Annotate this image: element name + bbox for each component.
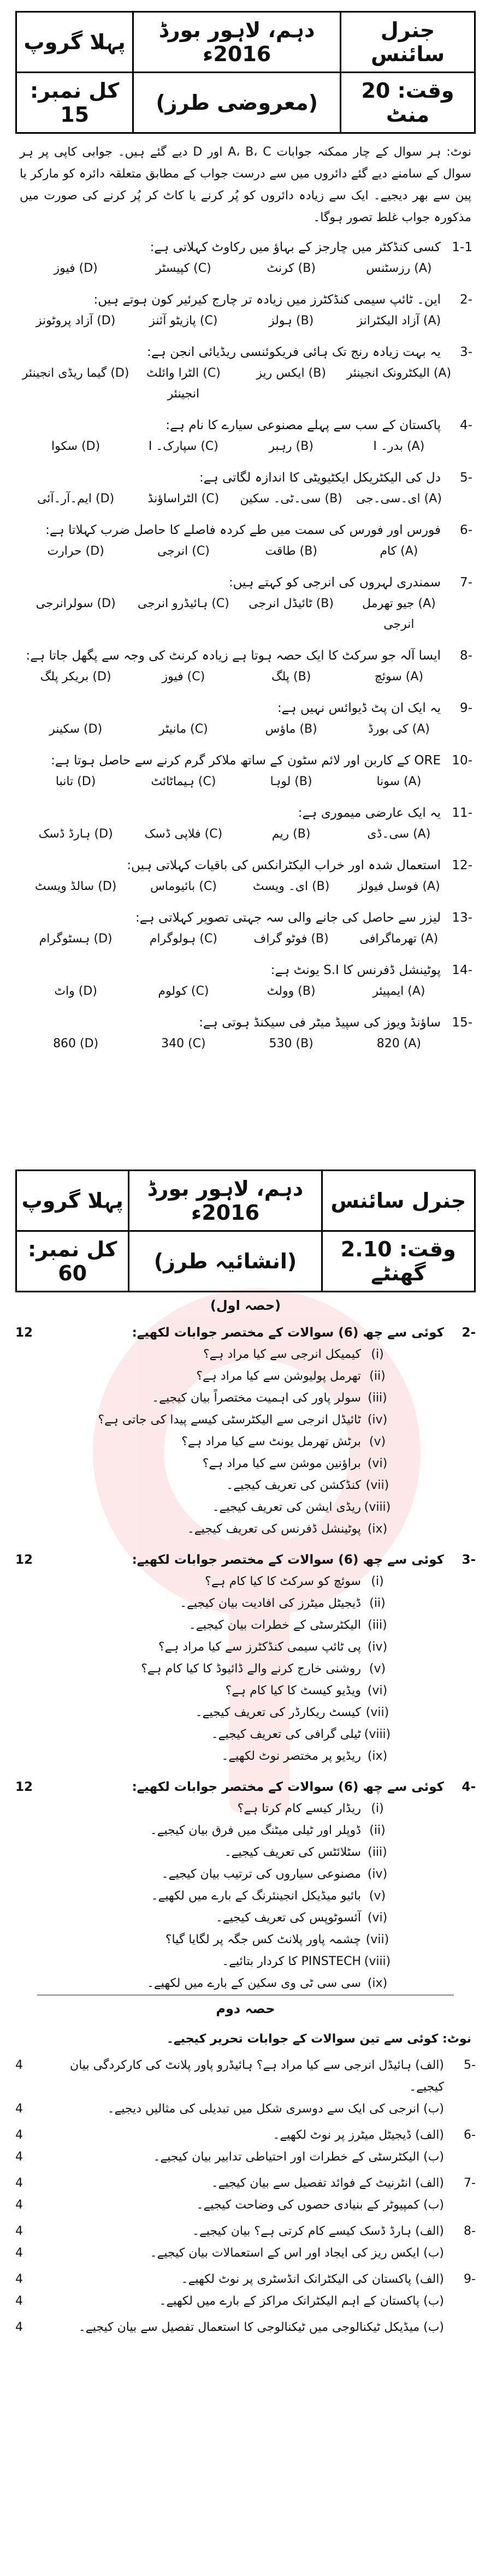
option: (A) کی بورڈ [368,722,430,736]
mcq-question [19,645,472,667]
part-numeral: (ii) [369,1824,386,1837]
option: (A) سوئچ [374,670,424,684]
question-part [15,1702,394,1724]
question-part [15,1518,394,1540]
part-text: کنڈکشن کی تعریف کیجیے۔ [226,1479,361,1492]
option: (C) فیوز [162,670,205,684]
mcq-options [19,436,472,459]
mcq-options [19,929,472,952]
long-question-part [15,2317,444,2338]
part-text: چشمہ پاور پلانٹ کس جگہ پر لگایا گیا؟ [165,1933,361,1946]
part-text: (ب) کمپیوٹر کے بنیادی حصوں کی وضاحت کیجیے۔ [196,2198,444,2212]
subject-title: جنرل سائنس [322,1171,475,1231]
question-part [15,1387,394,1409]
part-numeral: (v) [369,1662,386,1676]
part-text: روشنی خارج کرنے والے ڈائیوڈ کا کیا کام ہے؟ [141,1662,361,1676]
group-label: پہلا گروپ [16,12,133,73]
paper-type: (انشائیہ طرز) [129,1231,322,1292]
question-text: استعمال شدہ اور خراب الیکٹرانکس کی باقیات کہلاتی ہیں: [127,858,441,872]
option: (D) بریکر پلگ [40,670,111,684]
option: (D) ہسٹوگرام [39,932,113,946]
option: (B) سی۔ٹی۔ سکین [240,492,342,506]
short-question-heading [15,1776,476,1798]
part-numeral: (ix) [367,1749,388,1763]
part-text: تھرمل پولیوشن سے کیا مراد ہے؟ [196,1369,361,1383]
question-part [15,1344,394,1366]
long-question-part [15,2242,444,2264]
part-text: ڈوپلر اور ٹیلی میٹنگ میں فرق بیان کیجیے۔ [150,1824,361,1837]
time-label: وقت: 20 منٹ [341,73,475,133]
option: (D) سکوا [51,440,100,453]
question-number [444,2317,476,2338]
mcq-options [19,1034,472,1056]
option: (A) رزسٹنس [366,262,432,275]
option: (D) سکینر [49,722,103,736]
option: (C) ہولوگرام [149,932,217,946]
mcq-options [19,876,472,899]
question-number: -14 [452,963,472,977]
mcq-options [19,363,472,407]
part-two-note: نوٹ: کوئی سے تین سوالات کے جوابات تحریر کیجیے۔ [166,2032,471,2046]
time-label: وقت: 2.10 گھنٹے [322,1231,475,1292]
long-question [15,2124,476,2168]
question-part [15,1863,394,1885]
total-marks: کل نمبر: 60 [16,1231,129,1292]
long-question-part [15,2173,444,2194]
mcq-options [19,311,472,334]
question-part [15,1746,394,1767]
group-label: پہلا گروپ [16,1171,129,1231]
mcq-question [19,854,472,876]
question-number: -4 [460,418,472,432]
option: (D) 860 [53,1037,99,1050]
question-number: -6 [460,523,472,537]
part-text: ٹیلی گرافی کی تعریف کیجیے۔ [211,1728,361,1741]
question-parts [15,1798,394,1995]
option: (B) 530 [269,1037,313,1050]
part-marks: 4 [15,2320,23,2334]
part-text: (الف) ہارڈ ڈسک کیسے کام کرتی ہے؟ بیان کیجیے۔ [192,2224,444,2238]
mcq-options [19,258,472,281]
option: (D) حرارت [47,544,104,558]
part-text: کیسٹ ریکارڈر کی تعریف کیجیے۔ [195,1706,361,1719]
option: (A) سونا [376,775,422,788]
question-part [15,1951,394,1973]
option: (D) سالڈ ویسٹ [34,880,117,893]
option: (C) کپیسٹر [156,262,211,275]
mcq-question [19,467,472,489]
mcq-list [19,236,472,1056]
part-numeral: (v) [369,1435,386,1449]
question-text: دل کی الیکٹریکل ایکٹیویٹی کا اندازہ لگاتی ہے: [199,471,441,485]
part-text: مصنوعی سیاروں کی ترتیب بیان کیجیے۔ [161,1867,361,1881]
part-text: (الف) ڈیجیٹل میٹرز پر نوٹ لکھیے۔ [273,2128,444,2142]
option: (C) انرجی [157,544,210,558]
question-number: -3 [462,1553,476,1567]
part-numeral: (iii) [368,1391,387,1405]
part-text: ڈیجیٹل میٹرز کی افادیت بیان کیجیے۔ [180,1596,361,1610]
part-text: ریڈار کیسے کام کرتا ہے؟ [237,1802,361,1815]
mcq-question [19,341,472,363]
part-numeral: (iii) [368,1618,387,1632]
option: (C) ہیماٹائٹ [151,775,216,788]
part-marks: 4 [15,2294,23,2308]
part-marks: 4 [15,2058,23,2072]
question-parts [15,1571,394,1767]
question-part [15,1366,394,1387]
option: (C) ہائیڈرو انرجی [137,597,229,610]
option: (D) ایم۔آر۔آئی [37,492,115,506]
question-number: -11 [452,806,472,820]
long-question-part [15,2221,444,2242]
question-text: کوئی سے چھ (6) سوالات کے مختصر جوابات لکھیے: [132,1553,444,1567]
mcq-options [19,667,472,690]
question-part [15,1475,394,1497]
part-text: برٹش تھرمل یونٹ سے کیا مراد ہے؟ [181,1435,361,1449]
question-part [15,1724,394,1746]
part-marks: 4 [15,2198,23,2212]
mcq-question [19,907,472,929]
part-text: بائیو میڈیکل انجینئرنگ کے بارے میں لکھیے۔ [151,1889,361,1903]
question-number: -8 [464,2224,476,2238]
option: (A) سی۔ڈی [367,827,431,841]
option: (C) بائیوماس [150,880,217,893]
question-text: کسی کنڈکٹر میں چارجز کے بہاؤ میں رکاوٹ کہلاتی ہے: [150,240,441,254]
part-text: براؤنین موشن سے کیا مراد ہے؟ [202,1457,361,1470]
long-question-body [15,2269,444,2312]
part-numeral: (vi) [367,1684,388,1697]
part-text: PINSTECH کا کردار بتائیے۔ [222,1955,361,1968]
short-question-heading [15,1549,476,1571]
option: (C) فلاپی ڈسک [144,827,223,841]
option: (C) الٹرا وائلٹ انجینئر [146,366,221,401]
long-question [15,2317,476,2338]
question-number: -5 [464,2058,476,2072]
option: (A) الیکٹرونک انجینئر [346,366,452,380]
option: (B) ہولز [268,314,314,328]
long-question-part [15,2098,444,2120]
mcq-question [19,802,472,824]
part-numeral: (viii) [364,1728,391,1741]
part-numeral: (vi) [367,1457,388,1470]
question-marks: 12 [15,1553,33,1567]
option: (B) فوٹو گراف [253,932,329,946]
part-marks: 4 [15,2246,23,2260]
mcq-question [19,236,472,258]
question-number: 1-1 [452,240,472,254]
question-parts [15,1344,394,1540]
question-text: پوٹینشل ڈفرنس کا S.I یونٹ ہے: [270,963,441,977]
part-numeral: (iv) [367,1867,388,1881]
question-text: ایسا آلہ جو سرکٹ کا ایک حصہ ہوتا ہے زیادہ کرنٹ کی وجہ سے پگھل جاتا ہے: [26,649,441,663]
mcq-question [19,414,472,436]
part-numeral: (vii) [365,1933,389,1946]
subjective-paper [15,1170,476,2338]
part-marks: 4 [15,2224,23,2238]
part-text: پی ٹائپ سیمی کنڈکٹرز سے کیا مراد ہے؟ [158,1640,361,1654]
question-text: کوئی سے چھ (6) سوالات کے مختصر جوابات لکھیے: [132,1326,444,1340]
part-numeral: (ii) [369,1369,386,1383]
question-number: -2 [460,293,472,307]
board-year: دہم، لاہور بورڈ 2016ء [129,1171,322,1231]
question-number: -9 [464,2272,476,2286]
option: (C) مانیٹر [159,722,208,736]
option: (B) کرنٹ [267,262,316,275]
option: (C) الٹراساؤنڈ [147,492,220,506]
long-question-part [15,2290,444,2312]
long-question-body [15,2317,444,2338]
part-numeral: (ix) [367,1522,388,1536]
question-number: -6 [464,2128,476,2142]
part-numeral: (vi) [367,1911,388,1925]
part-text: (ب) پاکستان کے اہم الیکٹرانک مراکز کے بارے میں لکھیے۔ [159,2294,444,2308]
question-text: کوئی سے چھ (6) سوالات کے مختصر جوابات لکھیے: [132,1780,444,1794]
long-question-body [15,2173,444,2216]
question-marks: 12 [15,1780,33,1794]
part-text: (الف) پاکستان کی الیکٹرانک انڈسٹری پر نوٹ لکھیے۔ [181,2272,444,2286]
part-numeral: (iv) [367,1640,388,1654]
part-numeral: (ii) [369,1596,386,1610]
mcq-question [19,750,472,771]
option: (A) بدر۔ I [373,440,425,453]
part-text: الیکٹرسٹی کے خطرات بیان کیجیے۔ [188,1618,361,1632]
long-question-part [15,2055,444,2098]
mcq-question [19,959,472,981]
option: (A) 820 [376,1037,421,1050]
question-part [15,1571,394,1593]
mcq-question [19,1012,472,1034]
long-question [15,2055,476,2120]
mcq-options [19,824,472,847]
option: (A) ایمپیئر [372,984,425,998]
part-numeral: (i) [371,1575,384,1588]
option: (C) 340 [161,1037,206,1050]
question-text: سمندری لہروں کی انرجی کو کہتے ہیں: [228,575,441,590]
question-number: -9 [460,701,472,715]
option: (B) طاقت [265,544,317,558]
option: (D) آزاد پروٹونز [36,314,116,328]
option: (D) سولرانرجی [36,597,116,610]
question-number: -2 [462,1326,476,1340]
part-numeral: (viii) [364,1500,391,1514]
question-part [15,1885,394,1907]
question-part [15,1431,394,1453]
long-question [15,2269,476,2312]
mcq-options [19,593,472,637]
part-text: ریڈیو پر مختصر نوٹ لکھیے۔ [221,1749,361,1763]
instructions-note: نوٹ: ہر سوال کے چار ممکنہ جوابات A، B، C اور D دیے گئے ہیں۔ جوابی کاپی پر ہر سوال کے سامنے دیے گئے دائروں میں سے درست جواب کے مطابق متعلقہ دائرہ کو مارکر یا پین سے بھر دیجیے۔ ایک سے زیادہ دائروں کو پُر کرنے یا کاٹ کر پُر کرنے کی صورت میں مذکورہ جواب غلط تصور ہوگا۔ [20,145,471,224]
question-number: -13 [452,911,472,925]
question-number: -7 [460,575,472,590]
option: (B) ریم [271,827,311,841]
option: (A) ای۔سی۔جی [356,492,442,506]
part-numeral: (ix) [367,1976,388,1990]
option: (A) کام [380,544,418,558]
mcq-question [19,289,472,311]
part-text: پوٹینشل ڈفرنس کی تعریف کیجیے۔ [187,1522,361,1536]
option: (B) وولٹ [267,984,316,998]
part-text: (ب) ایکس ریز کی ایجاد اور اس کے استعمالات بیان کیجیے۔ [150,2246,444,2260]
part-numeral: (i) [371,1802,384,1815]
short-question-heading [15,1322,476,1344]
part-text: سی سی ٹی وی سکین کے بارے میں لکھیے۔ [146,1976,361,1990]
option: (C) پازیٹو آئنز [149,314,218,328]
subjective-header [15,1170,476,1292]
part-marks: 4 [15,2150,23,2164]
part-numeral: (i) [371,1348,384,1361]
question-part [15,1680,394,1702]
option: (B) ایکس ریز [256,366,326,380]
option: (D) واٹ [54,984,97,998]
objective-paper [15,11,476,1056]
board-year: دہم، لاہور بورڈ 2016ء [133,12,341,73]
question-part [15,1453,394,1475]
option: (D) ہارڈ ڈسک [38,827,113,841]
option: (B) ای۔ ویسٹ [252,880,330,893]
question-text: یہ ایک عارضی میموری ہے: [298,806,441,820]
long-question-part [15,2194,444,2216]
option: (A) آزاد الیکٹرانز [357,314,441,328]
long-question-part [15,2269,444,2290]
part-numeral: (v) [369,1889,386,1903]
objective-header [15,11,476,134]
part-text: آئسوٹوپس کی تعریف کیجیے۔ [215,1911,361,1925]
question-number: -7 [464,2176,476,2190]
mcq-options [19,541,472,564]
question-text: لیزر سے حاصل کی جانے والی سہ جہتی تصویر کہلاتی ہے: [135,911,441,925]
part-marks: 4 [15,2272,23,2286]
question-part [15,1409,394,1431]
question-part [15,1842,394,1863]
long-question-body [15,2124,444,2168]
option: (A) جیو تھرمل انرجی [362,597,436,631]
part-text: ویڈیو کیسٹ کا کیا کام ہے؟ [225,1684,361,1697]
option: (B) ماؤس [265,722,317,736]
question-text: فورس اور فورس کی سمت میں طے کردہ فاصلے کا حاصل ضرب کہلاتا ہے: [45,523,441,537]
question-text: یہ بہت زیادہ رنج تک ہائی فریکوئنسی ریڈیائی انجن ہے: [147,345,441,359]
question-marks: 12 [15,1326,33,1340]
part-text: سٹلائٹس کی تعریف کیجیے۔ [224,1845,361,1859]
subject-title: جنرل سائنس [341,12,475,73]
option: (B) پلگ [271,670,311,684]
question-part [15,1497,394,1518]
part-text: ریڈی ایشن کی تعریف کیجیے۔ [212,1500,361,1514]
part-text: سوئچ کو سرکٹ کا کیا کام ہے؟ [205,1575,361,1588]
total-marks: کل نمبر: 15 [16,73,133,133]
long-question-body [15,2221,444,2264]
long-questions [15,2055,476,2338]
part-text: (الف) ہائیڈل انرجی سے کیا مراد ہے؟ ہائیڈرو پاور پلانٹ کی کارکردگی بیان کیجیے۔ [70,2058,444,2094]
option: (B) لوہا [270,775,312,788]
part-text: ٹائیڈل انرجی سے الیکٹرسٹی کیسے پیدا کی جاتی ہے؟ [98,1413,361,1427]
question-text: این۔ ٹائپ سیمی کنڈکٹرز میں زیادہ تر چارج کیرئیر کون ہوتے ہیں: [93,293,441,307]
short-questions [15,1322,476,1995]
part-text: (الف) انٹرنیٹ کے فوائد تفصیل سے بیان کیجیے۔ [211,2176,444,2190]
question-number: -10 [452,753,472,768]
option: (B) رہبر [269,440,313,453]
option: (D) تانبا [55,775,96,788]
question-text: پاکستان کے سب سے پہلے مصنوعی سیارے کا نام ہے: [165,418,441,432]
part-numeral: (vii) [365,1479,389,1492]
part-text: (ب) انرجی کی ایک سے دوسری شکل میں تبدیلی کی مثالیں دیجیے۔ [107,2102,444,2116]
paper-type: (معروضی طرز) [133,73,341,133]
part-marks: 4 [15,2102,23,2116]
question-part [15,1907,394,1929]
part-two-heading: حصہ دوم [216,2001,275,2016]
question-part [15,1636,394,1658]
question-number: -15 [452,1016,472,1030]
question-part [15,1798,394,1820]
part-marks: 4 [15,2128,23,2142]
question-part [15,1929,394,1951]
part-marks: 4 [15,2176,23,2190]
part-numeral: (viii) [364,1955,391,1968]
part-text: (ب) میڈیکل ٹیکنالوجی میں ٹیکنالوجی کا استعمال تفصیل سے بیان کیجیے۔ [78,2320,444,2334]
part-numeral: (vii) [365,1706,389,1719]
question-text: یہ ایک ان پٹ ڈیوائس نہیں ہے: [277,701,441,715]
mcq-question [19,519,472,541]
long-question [15,2221,476,2264]
question-part [15,1973,394,1995]
part-text: کیمیکل انرجی سے کیا مراد ہے؟ [203,1348,361,1361]
long-question-body [15,2055,444,2120]
part-one-heading: (حصہ اول) [210,1298,281,1313]
part-text: سولر پاور کی اہمیت مختصراً بیان کیجیے۔ [152,1391,361,1405]
question-part [15,1820,394,1842]
question-text: ساؤنڈ ویوز کی سپیڈ میٹر فی سیکنڈ ہوتی ہے: [199,1016,441,1030]
option: (B) ٹائیڈل انرجی [249,597,334,610]
long-question-part [15,2146,444,2168]
question-number: -5 [460,471,472,485]
question-number: -3 [460,345,472,359]
question-text: ORE کے کاربن اور لائم سٹون کے ساتھ ملاکر گرم کرنے سے حاصل ہوتا ہے: [51,753,441,768]
option: (D) فیوز [54,262,98,275]
option: (C) سپارک۔ I [148,440,218,453]
mcq-options [19,719,472,742]
option: (A) تھرماگرافی [359,932,439,946]
mcq-question [19,697,472,719]
question-number: -4 [462,1780,476,1794]
mcq-options [19,771,472,794]
part-numeral: (iv) [367,1413,388,1427]
option: (A) فوسل فیولز [358,880,440,893]
part-numeral: (iii) [368,1845,387,1859]
question-number: -8 [460,649,472,663]
question-number: -12 [452,858,472,872]
question-part [15,1593,394,1615]
mcq-options [19,489,472,512]
mcq-options [19,981,472,1004]
section-divider [37,1995,454,1996]
question-part [15,1658,394,1680]
part-text: (ب) الیکٹرسٹی کے خطرات اور احتیاطی تدابیر بیان کیجیے۔ [153,2150,444,2164]
option: (C) کولوم [158,984,209,998]
question-part [15,1615,394,1636]
long-question-part [15,2124,444,2146]
mcq-question [19,572,472,593]
option: (D) گیما ریڈی انجینئر [22,366,129,380]
long-question [15,2173,476,2216]
